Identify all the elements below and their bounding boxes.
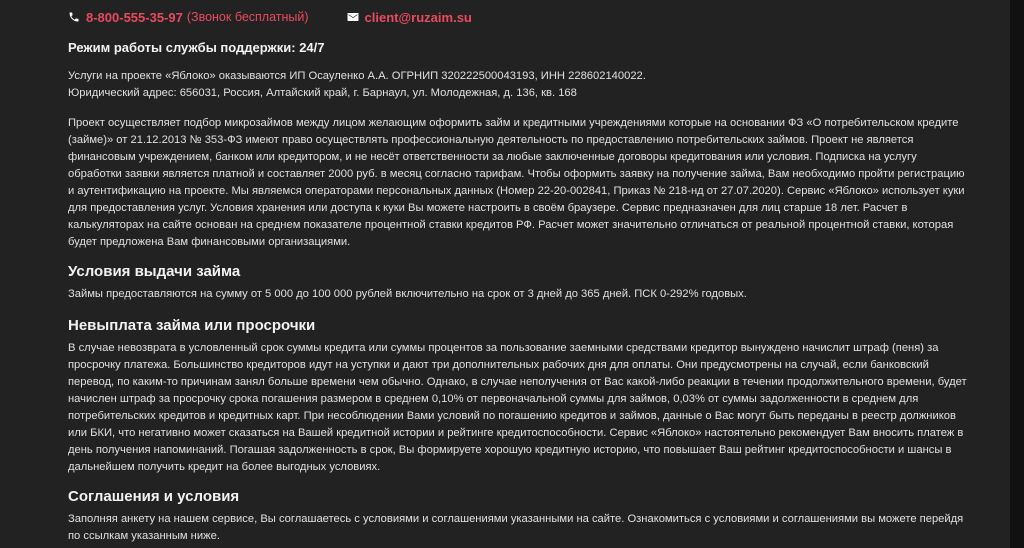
about-paragraph: Проект осуществляет подбор микрозаймов между лицом желающим оформить займ и кредитными учреждениями которые на основании ФЗ «О потребительском кредите (займе)» от 21.12.2013 № 353-ФЗ имеют право осуществлять профессиональную деятельность по предоставлению потребительских займов. Проект не является финансовым учреждением, банком или кредитором, и не несёт ответственности за любые заключенные договоры кредитования или условия. Подписка на услугу обработки заявки является платной и составляет 2000 руб. в месяц согласно тарифам. Чтобы оформить заявку на получение займа, Вам необходимо пройти регистрацию и аутентификацию на проекте. Мы являемся операторами персональных данных (Номер 22-20-002841, Приказ № 218-нд от 27.07.2020). Сервис «Яблоко» использует куки для предоставления услуг. Условия хранения или доступа к куки Вы можете настроить в своём браузере. Сервис предназначен для лиц старше 18 лет. Расчет в калькуляторах на сайте основан на среднем показателе процентной ставки кредитов РФ. Расчет может значительно отличаться от реальной процентной ставки, которая будет предложена Вам финансовыми организациями. [68, 117, 965, 248]
email-contact[interactable] [347, 10, 472, 25]
legal-line-address: Юридический адрес: 656031, Россия, Алтайский край, г. Барнаул, ул. Молодежная, д. 136, кв. 168 [68, 87, 577, 99]
footer-content [68, 0, 968, 545]
section-text-agreements: Заполняя анкету на нашем сервисе, Вы соглашаетесь с условиями и соглашениями указанными на сайте. Ознакомиться с условиями и соглашениями вы можете перейдя по ссылкам указанным ниже. [68, 513, 964, 542]
envelope-icon [347, 11, 359, 23]
section-text-nonpayment: В случае невозврата в условленный срок суммы кредита или суммы процентов за пользование заемными средствами кредитор вынуждено начислит штраф (пеня) за просрочку платежа. Большинство кредиторов идут на уступки и дают три дополнительных рабочих дня для оплаты. Они предусмотрены на случай, если банковский перевод, по каким-то причинам занял больше времени чем обычно. Однако, в случае неполучения от Вас какой-либо реакции в течении продолжительного времени, будет начислен штраф за просрочку срока погашения размером в среднем 0,10% от первоначальной суммы для займов, 0,03% от суммы задолженности в среднем для потребительских кредитов и кредитных карт. При несоблюдении Вами условий по погашению кредитов и займов, данные о Вас могут быть переданы в реестр должников или БКИ, что негативно может сказаться на Вашей кредитной истории и рейтинге кредитоспособности. Сервис «Яблоко» настоятельно рекомендует Вам вносить платеж в день получения напоминаний. Погашая задолженность в срок, Вы формируете хорошую кредитную историю, что повышает Ваш рейтинг кредитоспособности и шансы в дальнейшем получить кредит на более выгодных условиях. [68, 342, 967, 473]
section-title-agreements: Соглашения и условия [68, 488, 240, 505]
page-scrollbar[interactable] [1010, 0, 1024, 548]
section-title-nonpayment: Невыплата займа или просрочки [68, 317, 316, 334]
legal-info [68, 68, 968, 102]
legal-line-entity: Услуги на проекте «Яблоко» оказываются ИП Осауленко А.А. ОГРНИП 320222500043193, ИНН 228602140022. [68, 70, 646, 82]
phone-number-link[interactable]: 8-800-555-35-97 [86, 9, 183, 25]
support-hours: Режим работы службы поддержки: 24/7 [68, 40, 325, 55]
section-title-loan-conditions: Условия выдачи займа [68, 263, 241, 280]
email-link[interactable]: client@ruzaim.su [364, 9, 472, 25]
contacts-bar [68, 0, 968, 34]
phone-contact[interactable] [68, 10, 309, 25]
phone-free-note: (Звонок бесплатный) [186, 10, 309, 24]
section-text-loan-conditions: Займы предоставляются на сумму от 5 000 до 100 000 рублей включительно на срок от 3 дней до 365 дней. ПСК 0-292% годовых. [68, 288, 747, 300]
phone-icon [68, 11, 80, 23]
